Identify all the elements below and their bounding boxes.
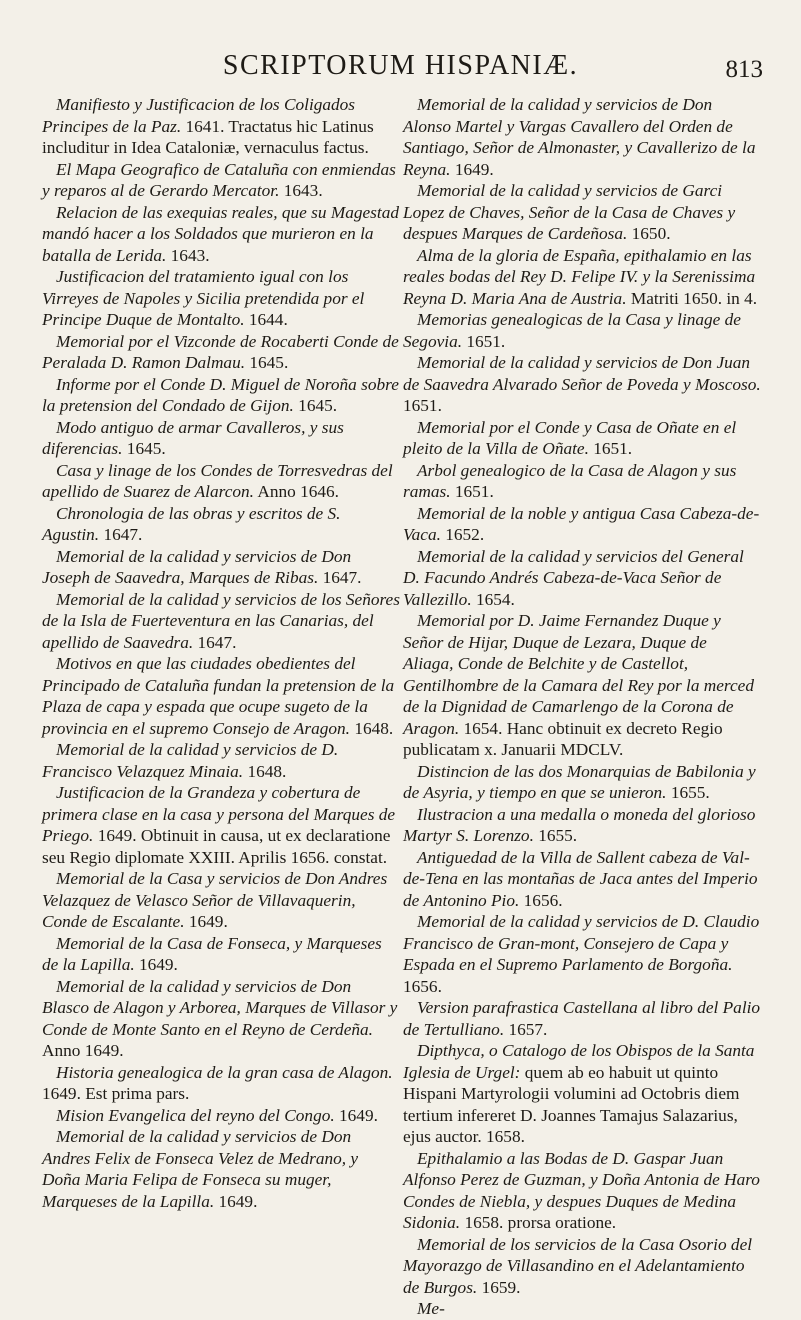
catalog-entry [42,868,400,933]
entry-title: Mision Evangelica del reyno del Congo. [56,1105,335,1125]
catalog-entry [42,266,400,331]
entry-note: 1645. [298,396,338,415]
catalog-entry [42,546,400,589]
entry-title: Informe por el Conde D. Miguel de Noroña sobre la pretension del Condado de Gijon. [42,374,399,415]
entry-note: 1651. [454,482,494,501]
entry-note: 1649. Obtinuit in causa, ut ex declaratione seu Regio diplomate XXIII. Aprilis 1656. constat. [42,826,391,867]
page-number: 813 [725,56,763,83]
entry-note: 1654. [475,589,515,609]
entry-note: 1656. [523,890,563,910]
entry-title: Version parafrastica Castellana al libro del Palio de Tertulliano. [403,998,761,1039]
entry-title: El Mapa Geografico de Cataluña con enmiendas y reparos al de Gerardo Mercator. [42,159,396,200]
entry-title: Dipthyca, o Catalogo de los Obispos de la Santa Iglesia de Urgel: [403,1041,755,1082]
page-header [0,50,801,90]
entry-title: Motivos en que las ciudades obedientes del Principado de Cataluña fundan la pretension de la Plaza de capa y espada que ocupe sugeto de la provincia en el supremo Consejo de Aragon. [42,654,395,738]
catalog-entry [42,739,400,782]
entry-title: Memorial de la calidad y servicios de Don Joseph de Saavedra, Marques de Ribas. [42,546,352,587]
catalog-entry [403,309,761,352]
entry-title: Antiguedad de la Villa de Sallent cabeza de Val-de-Tena en las montañas de Jaca antes del Imperio de Antonino Pio. [403,847,758,910]
entry-title: Casa y linage de los Condes de Torresvedras del apellido de Suarez de Alarcon. [42,460,393,501]
entry-title: Arbol genealogico de la Casa de Alagon y sus ramas. [403,460,737,501]
catalog-entry [42,460,400,503]
entry-note: 1658. prorsa oratione. [464,1213,617,1232]
catalog-entry [42,417,400,460]
entry-note: 1647. [322,568,362,587]
entry-note: Anno 1649. [42,1041,124,1060]
entry-note: 1657. [508,1019,548,1039]
entry-title: Memorial de la calidad y servicios de D. Francisco Velazquez Minaia. [42,740,339,781]
catalog-entry [42,1062,400,1105]
entry-title: Justificacion del tratamiento igual con los Virreyes de Napoles y Sicilia pretendida por el Principe Duque de Montalto. [42,267,365,329]
entry-title: Memorial de la Casa y servicios de Don Andres Velazquez de Velasco Señor de Villavaquerin, Conde de Escalante. [42,869,388,931]
entry-title: Memorial de la calidad y servicios de D. Claudio Francisco de Gran-mont, Consejero de Capa y Espada en el Supremo Parlamento de Borgoña. [403,912,760,974]
catalog-entry [403,180,761,245]
catalog-entry [42,589,400,654]
entry-title: Ilustracion a una medalla o moneda del glorioso Martyr S. Lorenzo. [403,804,756,845]
entry-note: 1651. [466,331,506,351]
catalog-entry [403,761,761,804]
catalog-entry [42,1126,400,1212]
catalog-entry [403,503,761,546]
entry-note: 1649. [188,912,228,931]
entry-note: 1645. [126,439,166,458]
entry-title: Justificacion de la Grandeza y cobertura de primera clase en la casa y persona del Marques de Priego. [42,783,396,845]
entry-note: 1644. [248,310,288,329]
entry-title: Memorial de la noble y antigua Casa Cabeza-de-Vaca. [403,503,760,544]
entry-title: Memorial de la calidad y servicios de los Señores de la Isla de Fuerteventura en las Canarias, del apellido de Saavedra. [42,589,400,652]
entry-note: 1656. [403,976,442,996]
catalog-entry [403,94,761,180]
catalog-entry [42,331,400,374]
running-title: SCRIPTORUM HISPANIÆ. [222,50,579,81]
entry-note: 1649. Est prima pars. [42,1084,190,1103]
entry-note: 1649. [138,955,178,974]
entry-title: Historia genealogica de la gran casa de Alagon. [56,1062,393,1082]
entry-note: 1647. [103,525,143,544]
entry-note: 1654. Hanc obtinuit ex decreto Regio publicatam x. Januarii MDCLV. [403,718,723,759]
entry-note: 1650. [631,224,671,243]
entry-title: Modo antiguo de armar Cavalleros, y sus diferencias. [42,417,344,458]
entry-title: Memorial por D. Jaime Fernandez Duque y Señor de Hijar, Duque de Lezara, Duque de Aliaga, Conde de Belchite y de Castellot, Gentilhombre de la Camara del Rey por la merced de la Dignidad de Camarlengo de la Corona de Aragon. [403,611,754,738]
right-column [403,94,761,1320]
entry-title: Memorial por el Conde y Casa de Oñate en el pleito de la Villa de Oñate. [403,417,737,458]
catalog-entry [42,653,400,739]
catalog-entry [42,503,400,546]
entry-note: Anno 1646. [257,482,339,501]
catalog-entry [403,804,761,847]
catalog-entry [403,847,761,912]
catalog-entry [42,976,400,1062]
entry-note: 1641. Tractatus hic Latinus includitur in Idea Cataloniæ, vernaculus factus. [42,116,374,157]
entry-title: Memorias genealogicas de la Casa y linage de Segovia. [403,310,741,351]
catalog-entry [403,1040,761,1148]
entry-note: 1643. [170,245,210,265]
entry-title: Alma de la gloria de España, epithalamio en las reales bodas del Rey D. Felipe IV. y la Serenissima Reyna D. Maria Ana de Austria. [403,245,756,308]
left-column [42,94,400,1212]
entry-note: 1655. [538,826,578,845]
catalog-entry [42,933,400,976]
entry-note: 1648. [354,718,394,738]
catalog-entry [403,911,761,997]
entry-note: 1648. [247,761,287,781]
entry-note: 1645. [249,353,289,372]
catalog-entry [42,782,400,868]
entry-note: 1655. [670,783,710,802]
entry-title: Me- [417,1299,445,1318]
entry-title: Relacion de las exequias reales, que su Magestad mandó hacer a los Soldados que murieron en la batalla de Lerida. [42,202,399,265]
entry-title: Memorial de los servicios de la Casa Osorio del Mayorazgo de Villasandino en el Adelantamiento de Burgos. [403,1234,753,1297]
entry-note: 1651. [403,396,442,415]
catalog-entry [42,202,400,267]
entry-note: 1659. [481,1277,521,1297]
catalog-entry [403,1148,761,1234]
catalog-entry [42,94,400,159]
entry-note: 1651. [593,439,633,458]
entry-title: Memorial de la calidad y servicios de Don Andres Felix de Fonseca Velez de Medrano, y Doña Maria Felipa de Fonseca su muger, Marqueses de la Lapilla. [42,1127,359,1211]
entry-note: Matriti 1650. in 4. [630,288,758,308]
catalog-entry [403,460,761,503]
entry-title: Memorial de la Casa de Fonseca, y Marqueses de la Lapilla. [42,933,382,974]
entry-note: 1649. [339,1105,378,1125]
entry-title: Memorial de la calidad y servicios del General D. Facundo Andrés Cabeza-de-Vaca Señor de Vallezillo. [403,546,744,609]
catalog-entry [403,245,761,310]
entry-title: Memorial de la calidad y servicios de Don Juan de Saavedra Alvarado Señor de Poveda y Moscoso. [403,353,761,394]
entry-note: 1649. [454,159,494,179]
catalog-entry [403,1298,761,1320]
entry-title: Manifiesto y Justificacion de los Coligados Principes de la Paz. [42,95,356,136]
catalog-entry [403,352,761,417]
catalog-entry [42,1105,400,1127]
entry-title: Memorial de la calidad y servicios de Don Alonso Martel y Vargas Cavallero del Orden de Santiago, Señor de Almonaster, y Cavallerizo de la Reyna. [403,95,756,179]
catalog-entry [42,374,400,417]
entry-note: quem ab eo habuit ut quinto Hispani Martyrologii volumini ad Octobris diem tertium infereret D. Joannes Tamajus Salazarius, ejus auctor. 1658. [403,1062,740,1146]
entry-note: 1643. [283,181,323,200]
catalog-entry [42,159,400,202]
catalog-entry [403,610,761,761]
catalog-entry [403,1234,761,1299]
entry-title: Epithalamio a las Bodas de D. Gaspar Juan Alfonso Perez de Guzman, y Doña Antonia de Haro Condes de Niebla, y despues Duques de Medina Sidonia. [403,1148,760,1232]
entry-title: Memorial de la calidad y servicios de Garci Lopez de Chaves, Señor de la Casa de Chaves y despues Marques de Cardeñosa. [403,181,736,243]
catalog-entry [403,997,761,1040]
entry-note: 1647. [197,632,237,652]
entry-note: 1652. [445,525,485,544]
entry-title: Distincion de las dos Monarquias de Babilonia y de Asyria, y tiempo en que se unieron. [403,761,756,802]
entry-title: Memorial de la calidad y servicios de Don Blasco de Alagon y Arborea, Marques de Villasor y Conde de Monte Santo en el Reyno de Cerdeña. [42,976,398,1039]
entry-title: Memorial por el Vizconde de Rocaberti Conde de Peralada D. Ramon Dalmau. [42,331,399,372]
catalog-entry [403,546,761,611]
catalog-entry [403,417,761,460]
entry-title: Chronologia de las obras y escritos de S. Agustin. [42,503,341,544]
entry-note: 1649. [218,1191,258,1211]
